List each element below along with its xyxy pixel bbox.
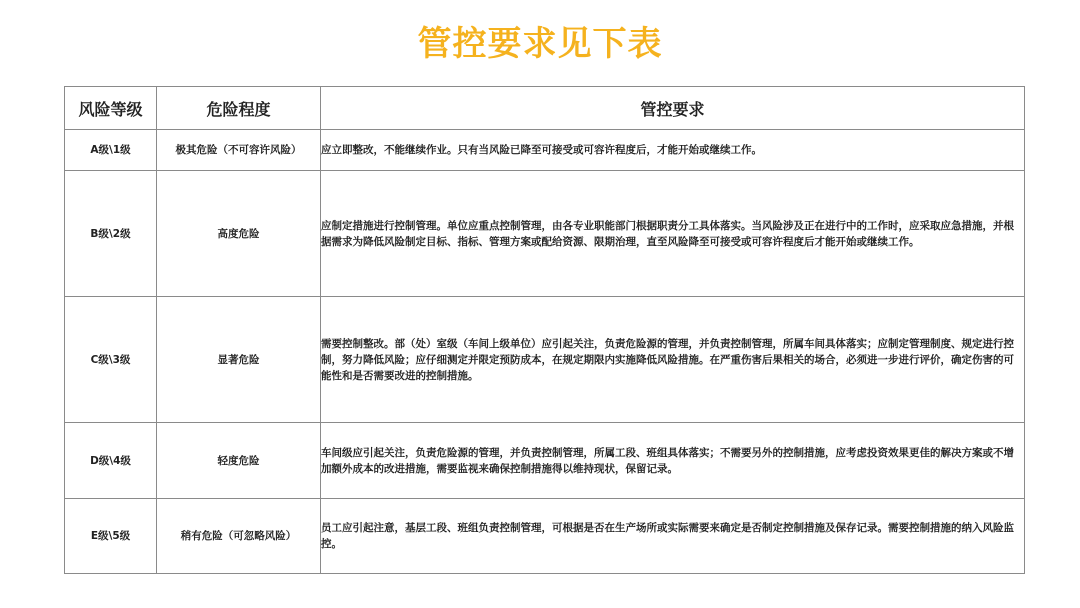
requirement-cell: 车间级应引起关注，负责危险源的管理，并负责控制管理，所属工段、班组具体落实；不需要另外的控制措施，应考虑投资效果更佳的解决方案或不增加额外成本的改进措施，需要监视来确保控制措施得以维持现状，保留记录。 — [321, 423, 1025, 499]
danger-degree-cell: 高度危险 — [157, 171, 321, 297]
danger-degree-cell: 极其危险（不可容许风险） — [157, 130, 321, 171]
requirement-cell: 员工应引起注意，基层工段、班组负责控制管理，可根据是否在生产场所或实际需要来确定是否制定控制措施及保存记录。需要控制措施的纳入风险监控。 — [321, 499, 1025, 574]
risk-level-cell: A级\1级 — [65, 130, 157, 171]
risk-level-cell: D级\4级 — [65, 423, 157, 499]
risk-level-cell: E级\5级 — [65, 499, 157, 574]
table-row — [65, 171, 1025, 297]
requirement-cell: 应立即整改，不能继续作业。只有当风险已降至可接受或可容许程度后，才能开始或继续工作。 — [321, 130, 1025, 171]
requirement-cell: 需要控制整改。部（处）室级（车间上级单位）应引起关注，负责危险源的管理，并负责控制管理，所属车间具体落实；应制定管理制度、规定进行控制，努力降低风险；应仔细测定并限定预防成本，在规定期限内实施降低风险措施。在严重伤害后果相关的场合，必须进一步进行评价，确定伤害的可能性和是否需要改进的控制措施。 — [321, 297, 1025, 423]
danger-degree-cell: 轻度危险 — [157, 423, 321, 499]
table-row — [65, 297, 1025, 423]
risk-level-cell: B级\2级 — [65, 171, 157, 297]
risk-level-cell: C级\3级 — [65, 297, 157, 423]
danger-degree-cell: 稍有危险（可忽略风险） — [157, 499, 321, 574]
header-danger-degree: 危险程度 — [157, 87, 321, 130]
page-title: 管控要求见下表 — [417, 24, 663, 64]
danger-degree-cell: 显著危险 — [157, 297, 321, 423]
requirement-cell: 应制定措施进行控制管理。单位应重点控制管理，由各专业职能部门根据职责分工具体落实。当风险涉及正在进行中的工作时，应采取应急措施，并根据需求为降低风险制定目标、指标、管理方案或配给资源、限期治理，直至风险降至可接受或可容许程度后才能开始或继续工作。 — [321, 171, 1025, 297]
table-row — [65, 423, 1025, 499]
header-risk-level: 风险等级 — [65, 87, 157, 130]
risk-control-table — [64, 86, 1025, 574]
table-row — [65, 499, 1025, 574]
header-control-requirement: 管控要求 — [321, 87, 1025, 130]
table-header-row — [65, 87, 1025, 130]
table-row — [65, 130, 1025, 171]
